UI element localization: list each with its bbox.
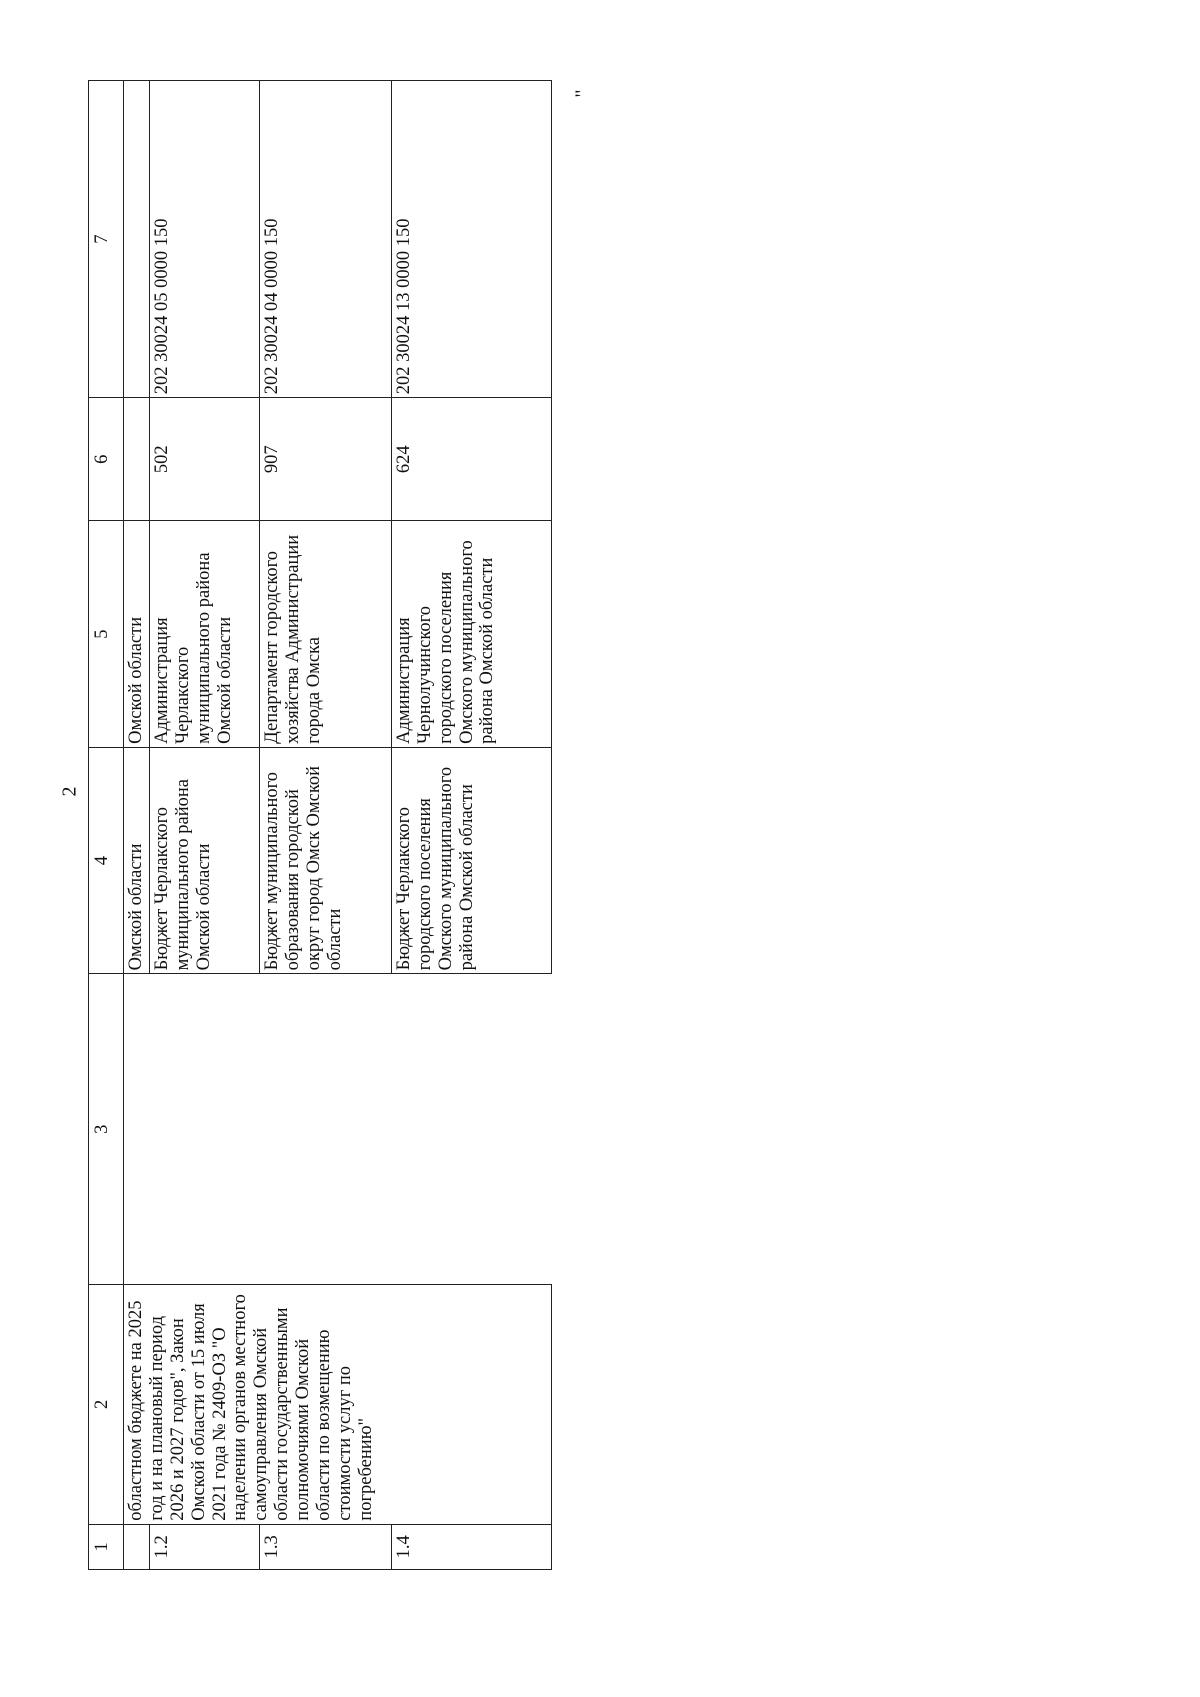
budget-classification-code: 202 30024 05 0000 150 [149, 81, 259, 398]
administrator-code: 624 [391, 398, 551, 521]
header-cell-5: 5 [89, 521, 124, 748]
header-cell-1: 1 [89, 1524, 124, 1569]
page-number: 2 [58, 786, 81, 797]
budget-table [88, 80, 552, 1570]
header-row [89, 81, 124, 1570]
header-cell-6: 6 [89, 398, 124, 521]
budget-classification-code: 202 30024 04 0000 150 [259, 81, 391, 398]
closing-quote: " [571, 89, 594, 98]
header-cell-7: 7 [89, 81, 124, 398]
administrator-name: Департамент городского хозяйства Администрации города Омска [259, 521, 391, 748]
legal-basis-cell: областном бюджете на 2025 год и на плановый период 2026 и 2027 годов", Закон Омской области от 15 июля 2021 года № 2409-ОЗ "О наделении органов местного самоуправления Омской области государственными полномочиями Омской области по возмещению стоимости услуг по погребению" [124, 1285, 552, 1525]
header-cell-2: 2 [89, 1285, 124, 1525]
budget-name: Бюджет Черлакского городского поселения Омского муниципального района Омской области [391, 747, 551, 974]
administrator-code: 502 [149, 398, 259, 521]
budget-name: Бюджет Черлакского муниципального района Омской области [149, 747, 259, 974]
column-3-cell [124, 974, 552, 1285]
continuation-num-cell [124, 1524, 150, 1569]
budget-classification-code: 202 30024 13 0000 150 [391, 81, 551, 398]
row-number: 1.3 [259, 1524, 391, 1569]
administrator-name: Администрация Чернолучинского городского поселения Омского муниципального района Омской области [391, 521, 551, 748]
continuation-admin-cell: Омской области [124, 521, 150, 748]
continuation-row [124, 81, 150, 1570]
budget-name: Бюджет муниципального образования городской округ город Омск Омской области [259, 747, 391, 974]
header-cell-3: 3 [89, 974, 124, 1285]
header-cell-4: 4 [89, 747, 124, 974]
continuation-code-cell [124, 398, 150, 521]
continuation-budget-cell: Омской области [124, 747, 150, 974]
administrator-name: Администрация Черлакского муниципального района Омской области [149, 521, 259, 748]
row-number: 1.2 [149, 1524, 259, 1569]
row-number: 1.4 [391, 1524, 551, 1569]
administrator-code: 907 [259, 398, 391, 521]
rotated-table-container [88, 80, 558, 1570]
continuation-kbk-cell [124, 81, 150, 398]
